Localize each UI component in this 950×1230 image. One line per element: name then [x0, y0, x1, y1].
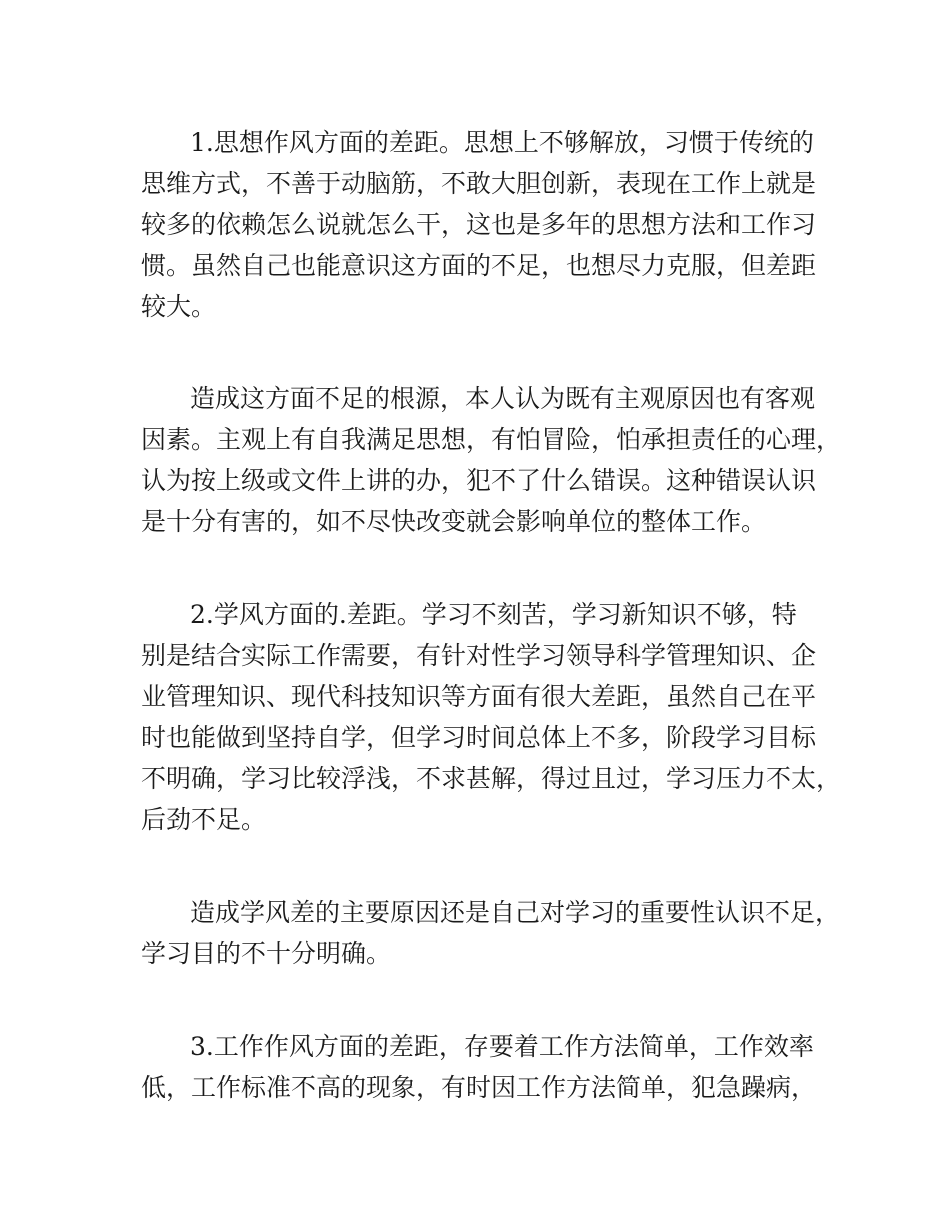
paragraph-line: 惯。虽然自己也能意识这方面的不足，也想尽力克服，但差距 — [141, 251, 817, 280]
paragraph-line: 别是结合实际工作需要，有针对性学习领导科学管理知识、企 — [141, 641, 817, 670]
paragraph-line: 因素。主观上有自我满足思想，有怕冒险，怕承担责任的心理， — [141, 425, 842, 454]
paragraph-line: 不明确，学习比较浮浅，不求甚解，得过且过，学习压力不太， — [141, 764, 842, 793]
paragraph-line: 3.工作作风方面的差距，存要着工作方法简单，工作效率 — [190, 1032, 814, 1061]
paragraph-line: 后劲不足。 — [141, 805, 267, 834]
paragraph-line: 低，工作标准不高的现象，有时因工作方法简单，犯急躁病， — [141, 1073, 817, 1102]
paragraph-line: 2.学风方面的.差距。学习不刻苦，学习新知识不够，特 — [190, 600, 797, 629]
paragraph-line: 思维方式，不善于动脑筋，不敢大胆创新，表现在工作上就是 — [141, 169, 817, 198]
paragraph-line: 造成这方面不足的根源，本人认为既有主观原因也有客观 — [190, 384, 816, 413]
paragraph-line: 较大。 — [141, 292, 217, 321]
paragraph-line: 较多的依赖怎么说就怎么干，这也是多年的思想方法和工作习 — [141, 210, 817, 239]
paragraph-line: 认为按上级或文件上讲的办，犯不了什么错误。这种错误认识 — [141, 466, 817, 495]
paragraph-line: 学习目的不十分明确。 — [141, 939, 392, 968]
paragraph-line: 造成学风差的主要原因还是自己对学习的重要性认识不足， — [190, 898, 841, 927]
paragraph-line: 业管理知识、现代科技知识等方面有很大差距，虽然自己在平 — [141, 682, 817, 711]
paragraph-line: 1.思想作风方面的差距。思想上不够解放，习惯于传统的 — [190, 128, 814, 157]
paragraph-line: 时也能做到坚持自学，但学习时间总体上不多，阶段学习目标 — [141, 723, 817, 752]
paragraph-line: 是十分有害的，如不尽快改变就会影响单位的整体工作。 — [141, 507, 767, 536]
